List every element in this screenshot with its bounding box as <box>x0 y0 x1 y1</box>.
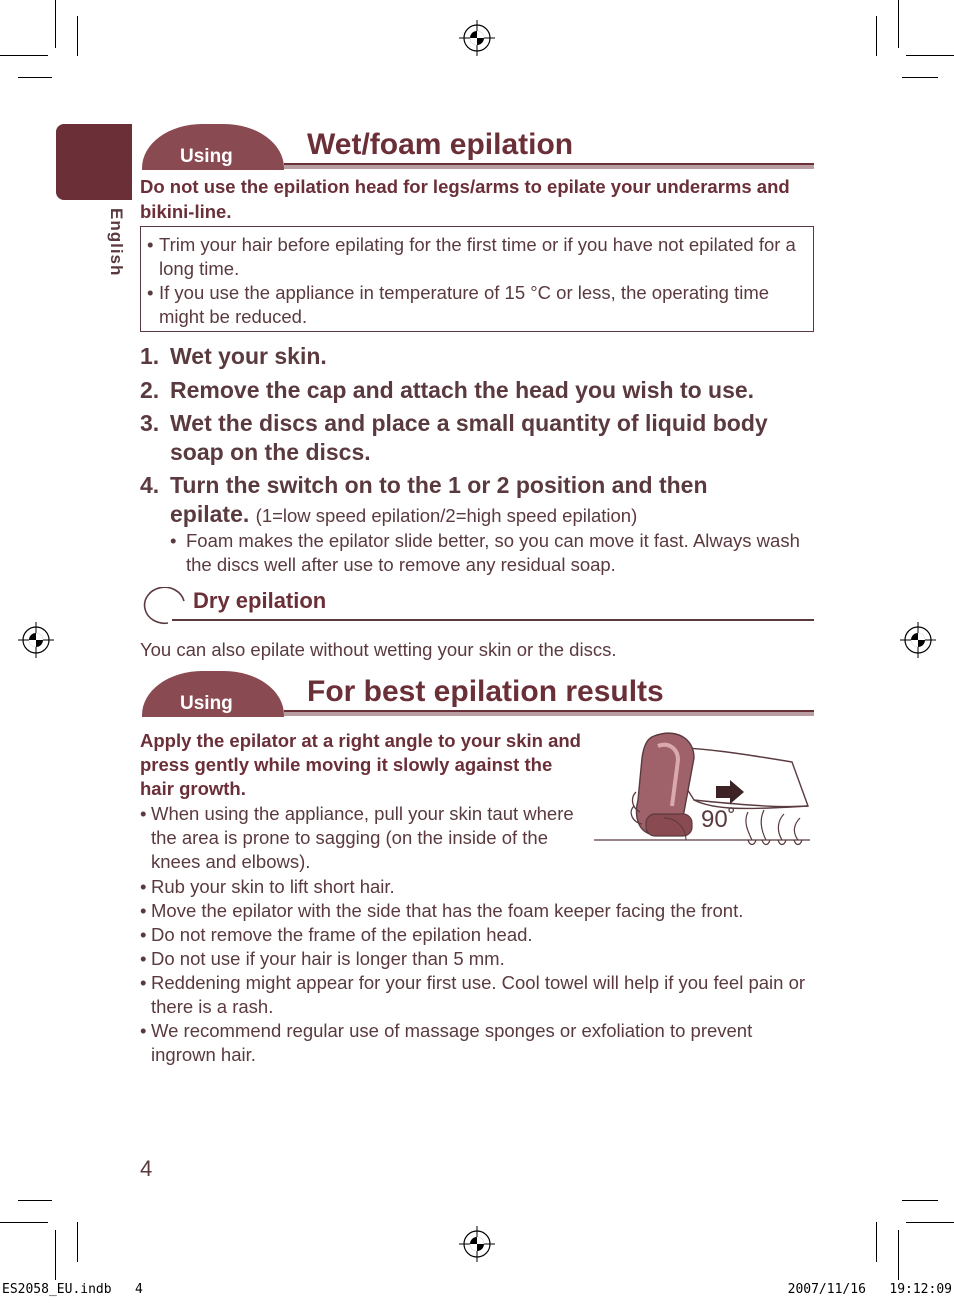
crop-mark <box>898 0 899 48</box>
crop-mark <box>876 1222 877 1262</box>
warning-text: Do not use the epilation head for legs/arms to epilate your underarms and bikini-line. <box>140 176 790 222</box>
section-tab-using <box>142 124 284 170</box>
crop-mark <box>55 1230 56 1280</box>
page-number: 4 <box>140 1156 153 1181</box>
dry-rule <box>172 619 814 621</box>
section-tab-label: Using <box>180 693 233 714</box>
language-tab <box>56 124 132 200</box>
language-label: English <box>107 208 126 277</box>
step-item: 1. Wet your skin. <box>140 343 327 369</box>
registration-mark-icon <box>18 622 54 658</box>
crop-mark <box>898 1230 899 1280</box>
note-item: • Trim your hair before epilating for the first time or if you have not epilated for a long time. <box>147 234 796 279</box>
angle-label: 90˚ <box>701 806 736 833</box>
dry-text: You can also epilate without wetting your skin or the discs. <box>140 639 617 660</box>
crop-mark <box>876 16 877 56</box>
registration-mark-icon <box>459 20 495 56</box>
epilator-illustration <box>594 728 810 858</box>
step-item: 4. Turn the switch on to the 1 or 2 position and then epilate. (1=low speed epilation/2=high speed epilation) <box>140 472 708 527</box>
tip-item: • Move the epilator with the side that has the foam keeper facing the front. <box>140 900 744 921</box>
section-rule <box>284 710 814 716</box>
tip-item: • Rub your skin to lift short hair. <box>140 876 395 897</box>
section-tab-label: Using <box>180 146 233 167</box>
lead-text: Apply the epilator at a right angle to your skin and press gently while moving it slowly against the hair growth. <box>140 730 581 799</box>
section-tab-using <box>142 671 284 717</box>
crop-mark <box>77 16 78 56</box>
step-item: 3. Wet the discs and place a small quantity of liquid body soap on the discs. <box>140 410 768 465</box>
crop-mark <box>906 1222 954 1223</box>
step4-bullet: • Foam makes the epilator slide better, so you can move it fast. Always wash the discs well after use to remove any residual soap. <box>170 530 800 575</box>
crop-mark <box>18 1200 52 1201</box>
step-item: 2. Remove the cap and attach the head you wish to use. <box>140 377 755 403</box>
step-note: (1=low speed epilation/2=high speed epilation) <box>255 505 638 526</box>
tip-item: • We recommend regular use of massage sponges or exfoliation to prevent ingrown hair. <box>140 1020 753 1065</box>
tip-item: • Do not remove the frame of the epilation head. <box>140 924 533 945</box>
hint-arc-icon <box>140 587 188 627</box>
notes-box <box>140 226 814 332</box>
registration-mark-icon <box>900 622 936 658</box>
note-item: • If you use the appliance in temperature of 15 °C or less, the operating time might be reduced. <box>147 282 770 327</box>
crop-mark <box>902 1200 938 1201</box>
section-title-best-results: For best epilation results <box>307 675 664 708</box>
crop-mark <box>902 77 938 78</box>
tip-item: • When using the appliance, pull your skin taut where the area is prone to sagging (on the inside of the knees and elbows). <box>140 803 574 872</box>
crop-mark <box>55 0 56 48</box>
dry-title: Dry epilation <box>193 588 327 613</box>
tip-item: • Reddening might appear for your first use. Cool towel will help if you feel pain or there is a rash. <box>140 972 806 1017</box>
crop-mark <box>77 1222 78 1262</box>
registration-mark-icon <box>459 1226 495 1262</box>
tip-item: • Do not use if your hair is longer than 5 mm. <box>140 948 505 969</box>
footer-file: ES2058_EU.indb 4 <box>2 1282 143 1297</box>
crop-mark <box>0 55 48 56</box>
crop-mark <box>18 77 52 78</box>
footer-timestamp: 2007/11/16 19:12:09 <box>787 1282 952 1297</box>
section-title-wet-foam: Wet/foam epilation <box>307 128 574 161</box>
crop-mark <box>0 1222 48 1223</box>
section-rule <box>284 163 814 169</box>
crop-mark <box>906 55 954 56</box>
